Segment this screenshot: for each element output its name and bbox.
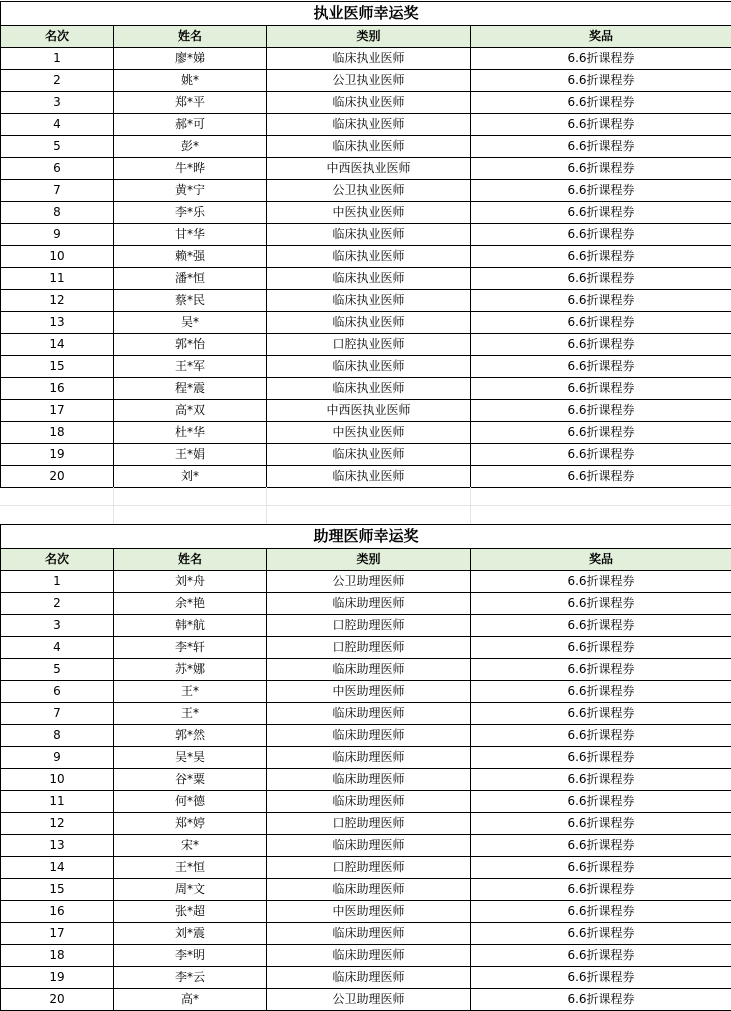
cell-rank: 10: [1, 246, 114, 268]
cell-prize: 6.6折课程券: [471, 378, 731, 400]
table-row: [1, 114, 731, 136]
cell-name: 李*明: [114, 945, 267, 967]
cell-prize: 6.6折课程券: [471, 114, 731, 136]
cell-name: 姚*: [114, 70, 267, 92]
cell-prize: 6.6折课程券: [471, 857, 731, 879]
cell-category: 临床执业医师: [267, 92, 471, 114]
cell-category: 中医助理医师: [267, 681, 471, 703]
cell-category: 口腔助理医师: [267, 637, 471, 659]
cell-prize: 6.6折课程券: [471, 312, 731, 334]
cell-category: 临床助理医师: [267, 769, 471, 791]
cell-name: 王*军: [114, 356, 267, 378]
cell-prize: 6.6折课程券: [471, 637, 731, 659]
table-row: [1, 923, 731, 945]
table-row: [1, 290, 731, 312]
cell-category: 中医助理医师: [267, 901, 471, 923]
table-row: [1, 901, 731, 923]
cell-name: 张*超: [114, 901, 267, 923]
cell-rank: 4: [1, 637, 114, 659]
cell-prize: 6.6折课程券: [471, 835, 731, 857]
cell-category: 临床执业医师: [267, 114, 471, 136]
table-row: [1, 637, 731, 659]
cell-name: 李*轩: [114, 637, 267, 659]
cell-category: 临床助理医师: [267, 791, 471, 813]
cell-prize: 6.6折课程券: [471, 246, 731, 268]
cell-rank: 1: [1, 571, 114, 593]
cell-category: 临床助理医师: [267, 725, 471, 747]
cell-rank: 7: [1, 180, 114, 202]
cell-prize: 6.6折课程券: [471, 92, 731, 114]
cell-rank: 4: [1, 114, 114, 136]
cell-name: 周*文: [114, 879, 267, 901]
cell-category: 中医执业医师: [267, 202, 471, 224]
table-row: [1, 356, 731, 378]
cell-category: 临床助理医师: [267, 879, 471, 901]
cell-name: 蔡*民: [114, 290, 267, 312]
cell-prize: 6.6折课程券: [471, 989, 731, 1011]
cell-rank: 19: [1, 444, 114, 466]
cell-name: 廖*娣: [114, 48, 267, 70]
table-row: [1, 769, 731, 791]
cell-category: 临床执业医师: [267, 246, 471, 268]
table-row: [1, 202, 731, 224]
cell-name: 李*云: [114, 967, 267, 989]
cell-rank: 3: [1, 615, 114, 637]
table-row: [1, 48, 731, 70]
cell-category: 临床执业医师: [267, 224, 471, 246]
cell-prize: 6.6折课程券: [471, 466, 731, 488]
cell-category: 口腔助理医师: [267, 857, 471, 879]
cell-rank: 14: [1, 857, 114, 879]
cell-rank: 17: [1, 400, 114, 422]
cell-name: 潘*恒: [114, 268, 267, 290]
cell-prize: 6.6折课程券: [471, 400, 731, 422]
cell-category: 临床执业医师: [267, 48, 471, 70]
table-row: [1, 92, 731, 114]
cell-rank: 20: [1, 989, 114, 1011]
cell-prize: 6.6折课程券: [471, 422, 731, 444]
cell-name: 郑*婷: [114, 813, 267, 835]
cell-name: 彭*: [114, 136, 267, 158]
cell-name: 郑*平: [114, 92, 267, 114]
cell-category: 临床助理医师: [267, 703, 471, 725]
cell-rank: 8: [1, 725, 114, 747]
cell-category: 临床助理医师: [267, 659, 471, 681]
cell-name: 宋*: [114, 835, 267, 857]
cell-category: 口腔助理医师: [267, 813, 471, 835]
column-header-row: [1, 26, 731, 48]
cell-name: 刘*舟: [114, 571, 267, 593]
cell-prize: 6.6折课程券: [471, 725, 731, 747]
table-row: [1, 571, 731, 593]
cell-rank: 13: [1, 835, 114, 857]
cell-name: 高*双: [114, 400, 267, 422]
cell-category: 公卫执业医师: [267, 70, 471, 92]
header-name: 姓名: [114, 549, 267, 571]
cell-category: 临床助理医师: [267, 593, 471, 615]
cell-name: 何*德: [114, 791, 267, 813]
column-header-row: [1, 549, 731, 571]
cell-prize: 6.6折课程券: [471, 703, 731, 725]
cell-rank: 5: [1, 659, 114, 681]
table-row: [1, 593, 731, 615]
cell-prize: 6.6折课程券: [471, 571, 731, 593]
cell-category: 临床执业医师: [267, 312, 471, 334]
cell-name: 高*: [114, 989, 267, 1011]
cell-prize: 6.6折课程券: [471, 593, 731, 615]
cell-category: 临床执业医师: [267, 290, 471, 312]
table-title: 助理医师幸运奖: [1, 525, 731, 549]
cell-rank: 5: [1, 136, 114, 158]
cell-category: 临床执业医师: [267, 444, 471, 466]
cell-category: 临床执业医师: [267, 136, 471, 158]
table-row: [1, 681, 731, 703]
table-row: [1, 835, 731, 857]
cell-prize: 6.6折课程券: [471, 70, 731, 92]
cell-rank: 6: [1, 681, 114, 703]
cell-name: 王*: [114, 703, 267, 725]
cell-rank: 19: [1, 967, 114, 989]
practicing-physician-award-table: [0, 1, 731, 488]
cell-rank: 2: [1, 593, 114, 615]
cell-rank: 12: [1, 290, 114, 312]
table-row: [1, 989, 731, 1011]
cell-prize: 6.6折课程券: [471, 334, 731, 356]
empty-grid-gap: [0, 487, 731, 524]
table-row: [1, 967, 731, 989]
header-prize: 奖品: [471, 26, 731, 48]
cell-rank: 18: [1, 422, 114, 444]
cell-name: 吴*: [114, 312, 267, 334]
cell-category: 中西医执业医师: [267, 400, 471, 422]
table-row: [1, 268, 731, 290]
cell-name: 苏*娜: [114, 659, 267, 681]
cell-category: 临床助理医师: [267, 747, 471, 769]
table-title: 执业医师幸运奖: [1, 2, 731, 26]
cell-prize: 6.6折课程券: [471, 268, 731, 290]
cell-rank: 6: [1, 158, 114, 180]
table-title-row: [1, 2, 731, 26]
cell-name: 甘*华: [114, 224, 267, 246]
cell-rank: 8: [1, 202, 114, 224]
table-row: [1, 615, 731, 637]
cell-name: 王*恒: [114, 857, 267, 879]
cell-prize: 6.6折课程券: [471, 180, 731, 202]
cell-category: 临床执业医师: [267, 356, 471, 378]
cell-name: 杜*华: [114, 422, 267, 444]
cell-prize: 6.6折课程券: [471, 791, 731, 813]
table-row: [1, 378, 731, 400]
header-prize: 奖品: [471, 549, 731, 571]
cell-name: 赖*强: [114, 246, 267, 268]
cell-category: 临床执业医师: [267, 466, 471, 488]
cell-category: 公卫助理医师: [267, 571, 471, 593]
header-rank: 名次: [1, 26, 114, 48]
cell-category: 中西医执业医师: [267, 158, 471, 180]
cell-rank: 7: [1, 703, 114, 725]
cell-name: 郝*可: [114, 114, 267, 136]
cell-rank: 16: [1, 378, 114, 400]
cell-name: 吴*昊: [114, 747, 267, 769]
cell-rank: 15: [1, 879, 114, 901]
cell-prize: 6.6折课程券: [471, 659, 731, 681]
cell-rank: 18: [1, 945, 114, 967]
cell-name: 谷*粟: [114, 769, 267, 791]
cell-prize: 6.6折课程券: [471, 356, 731, 378]
table-row: [1, 444, 731, 466]
cell-rank: 14: [1, 334, 114, 356]
cell-rank: 3: [1, 92, 114, 114]
cell-prize: 6.6折课程券: [471, 967, 731, 989]
cell-category: 临床执业医师: [267, 378, 471, 400]
table-row: [1, 180, 731, 202]
table-row: [1, 857, 731, 879]
cell-rank: 1: [1, 48, 114, 70]
table-row: [1, 136, 731, 158]
cell-prize: 6.6折课程券: [471, 615, 731, 637]
cell-category: 临床助理医师: [267, 923, 471, 945]
cell-category: 临床助理医师: [267, 967, 471, 989]
header-rank: 名次: [1, 549, 114, 571]
cell-name: 刘*: [114, 466, 267, 488]
cell-rank: 13: [1, 312, 114, 334]
table-row: [1, 879, 731, 901]
cell-rank: 9: [1, 224, 114, 246]
cell-prize: 6.6折课程券: [471, 136, 731, 158]
cell-prize: 6.6折课程券: [471, 444, 731, 466]
table-row: [1, 703, 731, 725]
cell-rank: 11: [1, 268, 114, 290]
cell-rank: 10: [1, 769, 114, 791]
cell-rank: 11: [1, 791, 114, 813]
table-row: [1, 70, 731, 92]
cell-category: 中医执业医师: [267, 422, 471, 444]
table-row: [1, 725, 731, 747]
cell-name: 郭*怡: [114, 334, 267, 356]
cell-prize: 6.6折课程券: [471, 901, 731, 923]
table-row: [1, 659, 731, 681]
cell-rank: 2: [1, 70, 114, 92]
assistant-physician-award-table: [0, 524, 731, 1011]
cell-rank: 12: [1, 813, 114, 835]
cell-category: 公卫助理医师: [267, 989, 471, 1011]
cell-category: 口腔执业医师: [267, 334, 471, 356]
header-category: 类别: [267, 26, 471, 48]
table-row: [1, 813, 731, 835]
cell-prize: 6.6折课程券: [471, 923, 731, 945]
cell-rank: 17: [1, 923, 114, 945]
table-row: [1, 466, 731, 488]
cell-name: 王*: [114, 681, 267, 703]
cell-category: 临床助理医师: [267, 835, 471, 857]
table-row: [1, 791, 731, 813]
cell-prize: 6.6折课程券: [471, 769, 731, 791]
cell-prize: 6.6折课程券: [471, 813, 731, 835]
cell-name: 牛*晔: [114, 158, 267, 180]
cell-prize: 6.6折课程券: [471, 747, 731, 769]
cell-name: 李*乐: [114, 202, 267, 224]
cell-name: 韩*航: [114, 615, 267, 637]
table-row: [1, 246, 731, 268]
header-category: 类别: [267, 549, 471, 571]
cell-name: 刘*震: [114, 923, 267, 945]
cell-name: 余*艳: [114, 593, 267, 615]
cell-prize: 6.6折课程券: [471, 290, 731, 312]
cell-prize: 6.6折课程券: [471, 681, 731, 703]
cell-name: 程*震: [114, 378, 267, 400]
cell-category: 临床执业医师: [267, 268, 471, 290]
table-row: [1, 334, 731, 356]
cell-name: 郭*然: [114, 725, 267, 747]
table-row: [1, 945, 731, 967]
cell-rank: 15: [1, 356, 114, 378]
table-row: [1, 400, 731, 422]
table-row: [1, 158, 731, 180]
cell-name: 王*娟: [114, 444, 267, 466]
table-title-row: [1, 525, 731, 549]
cell-category: 口腔助理医师: [267, 615, 471, 637]
table-row: [1, 747, 731, 769]
header-name: 姓名: [114, 26, 267, 48]
cell-prize: 6.6折课程券: [471, 945, 731, 967]
cell-prize: 6.6折课程券: [471, 158, 731, 180]
table-row: [1, 422, 731, 444]
cell-name: 黄*宁: [114, 180, 267, 202]
cell-rank: 9: [1, 747, 114, 769]
cell-category: 临床助理医师: [267, 945, 471, 967]
cell-rank: 16: [1, 901, 114, 923]
cell-prize: 6.6折课程券: [471, 224, 731, 246]
cell-prize: 6.6折课程券: [471, 48, 731, 70]
cell-rank: 20: [1, 466, 114, 488]
cell-prize: 6.6折课程券: [471, 202, 731, 224]
cell-category: 公卫执业医师: [267, 180, 471, 202]
table-row: [1, 224, 731, 246]
cell-prize: 6.6折课程券: [471, 879, 731, 901]
table-row: [1, 312, 731, 334]
